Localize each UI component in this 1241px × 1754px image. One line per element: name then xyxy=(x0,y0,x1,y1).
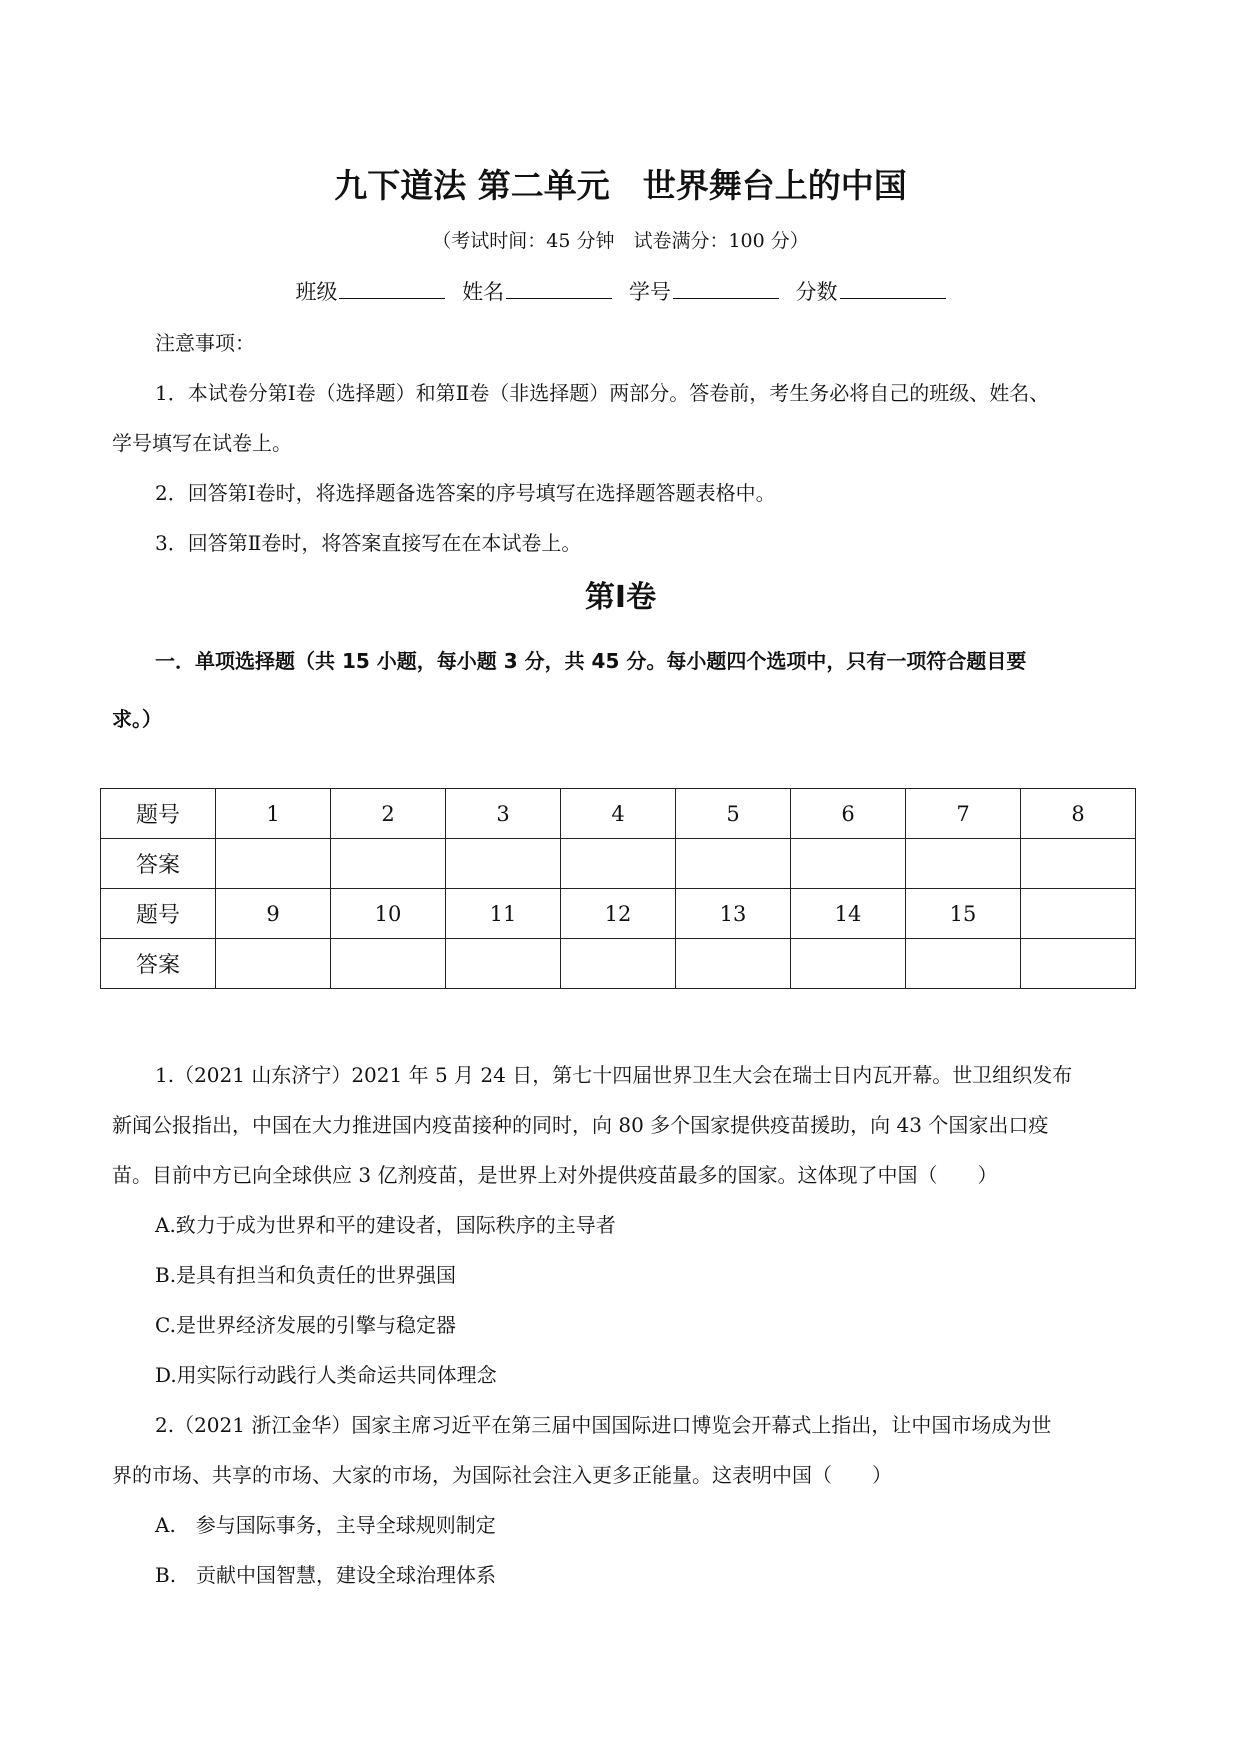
question-number-cell: 4 xyxy=(561,789,676,839)
notice-heading: 注意事项： xyxy=(155,331,255,355)
question-1-option-b[interactable]: B.是具有担当和负责任的世界强国 xyxy=(155,1263,457,1287)
name-blank[interactable] xyxy=(506,278,612,299)
answer-cell[interactable] xyxy=(331,839,446,889)
question-number-cell: 6 xyxy=(791,789,906,839)
student-id-label: 学号 xyxy=(628,280,671,304)
question-2-line-2: 界的市场、共享的市场、大家的市场，为国际社会注入更多正能量。这表明中国（ ） xyxy=(112,1463,892,1487)
answer-row-label: 答案 xyxy=(101,939,216,989)
answer-cell[interactable] xyxy=(1021,839,1136,889)
question-1-line-2: 新闻公报指出，中国在大力推进国内疫苗接种的同时，向 80 多个国家提供疫苗援助，向 43 个国家出口疫 xyxy=(112,1113,1049,1137)
question-2-option-b[interactable]: B. 贡献中国智慧，建设全球治理体系 xyxy=(155,1563,497,1587)
name-field[interactable] xyxy=(462,276,612,306)
table-row xyxy=(101,839,1136,889)
question-2-line-1: 2.（2021 浙江金华）国家主席习近平在第三届中国国际进口博览会开幕式上指出，让中国市场成为世 xyxy=(155,1413,1052,1437)
answer-cell[interactable] xyxy=(216,939,331,989)
question-1-line-1: 1.（2021 山东济宁）2021 年 5 月 24 日，第七十四届世界卫生大会在瑞士日内瓦开幕。世卫组织发布 xyxy=(155,1063,1073,1087)
number-row-label: 题号 xyxy=(101,889,216,939)
answer-cell[interactable] xyxy=(676,939,791,989)
student-info-line xyxy=(0,276,1241,306)
question-number-cell: 2 xyxy=(331,789,446,839)
section-title: 第Ⅰ卷 xyxy=(584,580,657,615)
question-1-option-d[interactable]: D.用实际行动践行人类命运共同体理念 xyxy=(155,1363,497,1387)
number-row-label: 题号 xyxy=(101,789,216,839)
exam-title: 九下道法 第二单元 世界舞台上的中国 xyxy=(334,166,907,205)
question-type-heading xyxy=(112,632,1142,748)
table-row xyxy=(101,939,1136,989)
question-number-cell: 3 xyxy=(446,789,561,839)
question-number-cell xyxy=(1021,889,1136,939)
student-id-blank[interactable] xyxy=(673,278,779,299)
question-number-cell: 1 xyxy=(216,789,331,839)
answer-cell[interactable] xyxy=(561,939,676,989)
answer-row-label: 答案 xyxy=(101,839,216,889)
question-2-option-a[interactable]: A. 参与国际事务，主导全球规则制定 xyxy=(155,1513,496,1537)
student-id-field[interactable] xyxy=(629,276,779,306)
question-number-cell: 8 xyxy=(1021,789,1136,839)
question-1-option-a[interactable]: A.致力于成为世界和平的建设者，国际秩序的主导者 xyxy=(155,1213,616,1237)
question-type-heading-line-2: 求。） xyxy=(112,707,162,731)
question-number-cell: 11 xyxy=(446,889,561,939)
name-label: 姓名 xyxy=(462,280,505,304)
score-blank[interactable] xyxy=(840,278,946,299)
question-number-cell: 5 xyxy=(676,789,791,839)
question-1-line-3: 苗。目前中方已向全球供应 3 亿剂疫苗，是世界上对外提供疫苗最多的国家。这体现了中国（ ） xyxy=(112,1163,998,1187)
question-number-cell: 14 xyxy=(791,889,906,939)
answer-cell[interactable] xyxy=(331,939,446,989)
question-number-cell: 15 xyxy=(906,889,1021,939)
answer-cell[interactable] xyxy=(676,839,791,889)
exam-subtitle: （考试时间：45 分钟 试卷满分：100 分） xyxy=(432,230,809,252)
notice-item-2: 2．回答第Ⅰ卷时，将选择题备选答案的序号填写在选择题答题表格中。 xyxy=(155,481,776,505)
answer-cell[interactable] xyxy=(791,939,906,989)
answer-cell[interactable] xyxy=(216,839,331,889)
answer-table xyxy=(100,788,1136,989)
answer-cell[interactable] xyxy=(791,839,906,889)
answer-cell[interactable] xyxy=(446,939,561,989)
answer-cell[interactable] xyxy=(906,939,1021,989)
question-type-heading-line-1: 一．单项选择题（共 15 小题，每小题 3 分，共 45 分。每小题四个选项中，只有一项符合题目要 xyxy=(155,649,1027,673)
class-label: 班级 xyxy=(295,280,338,304)
question-number-cell: 12 xyxy=(561,889,676,939)
notice-item-3: 3．回答第Ⅱ卷时，将答案直接写在在本试卷上。 xyxy=(155,531,582,555)
answer-cell[interactable] xyxy=(561,839,676,889)
table-row xyxy=(101,889,1136,939)
question-1-option-c[interactable]: C.是世界经济发展的引擎与稳定器 xyxy=(155,1313,456,1337)
notice-item-1-line-2: 学号填写在试卷上。 xyxy=(112,431,292,455)
question-number-cell: 9 xyxy=(216,889,331,939)
notice-item-1-line-1: 1．本试卷分第Ⅰ卷（选择题）和第Ⅱ卷（非选择题）两部分。答卷前，考生务必将自己的班级、姓名、 xyxy=(155,381,1050,405)
answer-cell[interactable] xyxy=(446,839,561,889)
score-label: 分数 xyxy=(795,280,838,304)
question-number-cell: 7 xyxy=(906,789,1021,839)
table-row xyxy=(101,789,1136,839)
answer-cell[interactable] xyxy=(906,839,1021,889)
score-field[interactable] xyxy=(796,276,946,306)
answer-cell[interactable] xyxy=(1021,939,1136,989)
class-blank[interactable] xyxy=(339,278,445,299)
class-field[interactable] xyxy=(295,276,445,306)
question-number-cell: 10 xyxy=(331,889,446,939)
question-number-cell: 13 xyxy=(676,889,791,939)
